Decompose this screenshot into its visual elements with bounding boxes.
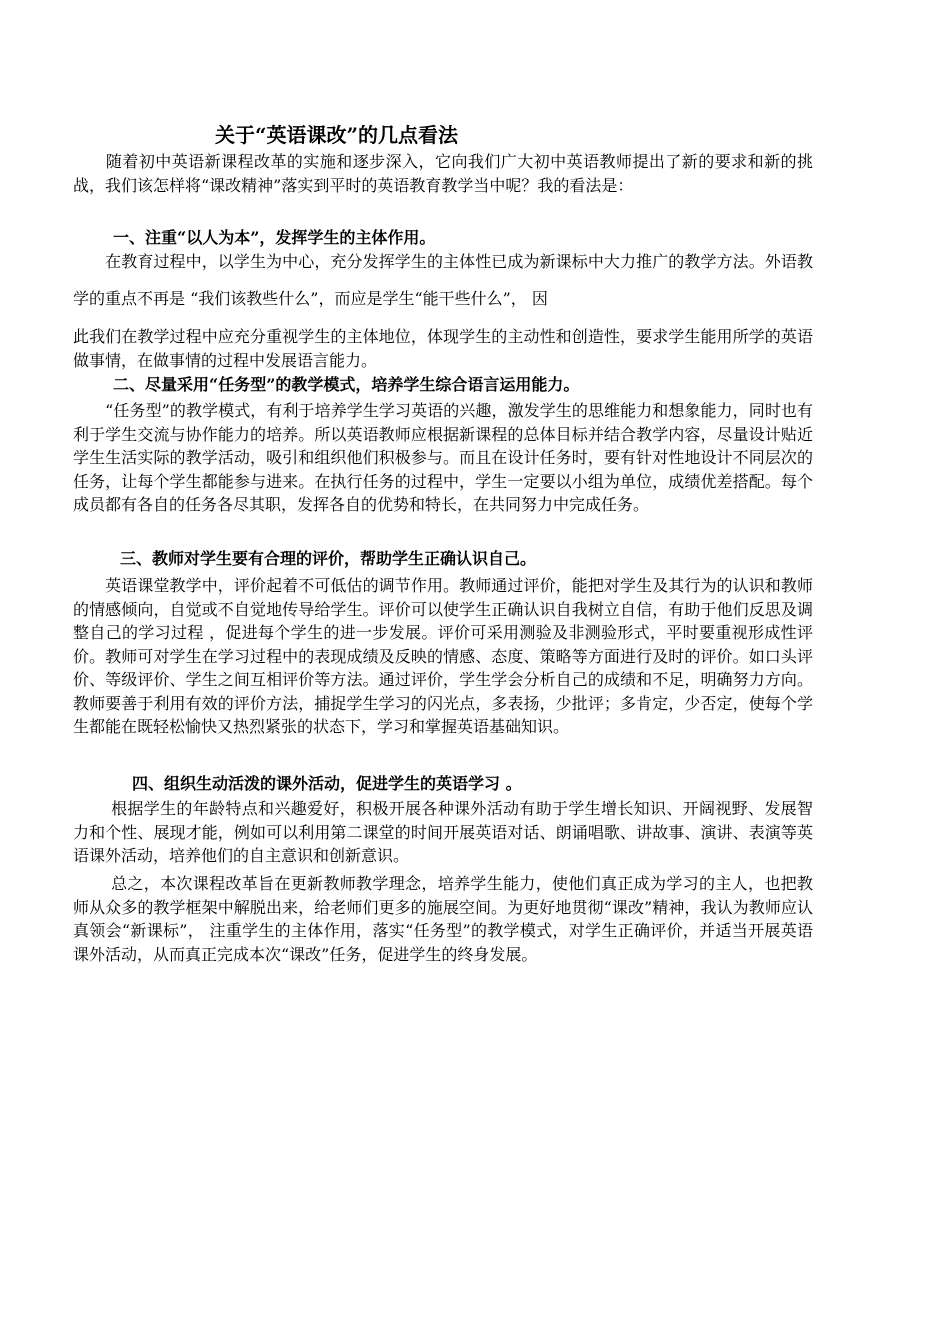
- section-4-body: 根据学生的年龄特点和兴趣爱好，积极开展各种课外活动有助于学生增长知识、开阔视野、发展智力和个性、展现才能，例如可以利用第二课堂的时间开展英语对话、朗诵唱歌、讲故事、演讲、表演等英语课外活动，培养他们的自主意识和创新意识。: [73, 799, 813, 865]
- section-4-heading: 四、组织生动活泼的课外活动，促进学生的英语学习 。: [132, 774, 522, 793]
- section-2-heading: 二、尽量采用“任务型”的教学模式，培养学生综合语言运用能力。: [113, 375, 580, 394]
- section-3-body: 英语课堂教学中，评价起着不可低估的调节作用。教师通过评价，能把对学生及其行为的认识和教师的情感倾向，自觉或不自觉地传导给学生。评价可以使学生正确认识自我树立自信，有助于他们反思及调整自己的学习过程 ，促进每个学生的进一步发展。评价可采用测验及非测验形式，平时要重视形成性评价。教师可对学生在学习过程中的表现成绩及反映的情感、态度、策略等方面进行及时的评价。如口头评价、等级评价、学生之间互相评价等方法。通过评价，学生学会分析自己的成绩和不足，明确努力方向。教师要善于利用有效的评价方法，捕捉学生学习的闪光点，多表扬，少批评；多肯定，少否定，使每个学生都能在既轻松愉快又热烈紧张的状态下，学习和掌握英语基础知识。: [73, 576, 813, 736]
- section-1-heading: 一、注重“以人为本”，发挥学生的主体作用。: [113, 228, 436, 247]
- document-title: 关于“英语课改”的几点看法: [215, 123, 459, 147]
- section-1-body-part-2: 此我们在教学过程中应充分重视学生的主体地位，体现学生的主动性和创造性，要求学生能用所学的英语做事情，在做事情的过程中发展语言能力。: [73, 327, 813, 370]
- intro-paragraph: 随着初中英语新课程改革的实施和逐步深入，它向我们广大初中英语教师提出了新的要求和新的挑战，我们该怎样将“课改精神”落实到平时的英语教育教学当中呢？我的看法是：: [73, 152, 813, 195]
- conclusion-paragraph: 总之，本次课程改革旨在更新教师教学理念，培养学生能力，使他们真正成为学习的主人，也把教师从众多的教学框架中解脱出来，给老师们更多的施展空间。为更好地贯彻“课改”精神，我认为教师应认真领会“新课标”， 注重学生的主体作用，落实“任务型”的教学模式，对学生正确评价，并适当开展英语课外活动，从而真正完成本次“课改”任务，促进学生的终身发展。: [73, 874, 813, 964]
- section-3-heading: 三、教师对学生要有合理的评价，帮助学生正确认识自己。: [120, 549, 537, 568]
- section-1-body-part-1: 在教育过程中，以学生为中心，充分发挥学生的主体性已成为新课标中大力推广的教学方法。外语教学的重点不再是 “我们该教些什么”，而应是学生“能干些什么”， 因: [73, 252, 813, 308]
- section-2-body: “任务型”的教学模式，有利于培养学生学习英语的兴趣，激发学生的思维能力和想象能力，同时也有利于学生交流与协作能力的培养。所以英语教师应根据新课程的总体目标并结合教学内容，尽量设计贴近学生生活实际的教学活动，吸引和组织他们积极参与。而且在设计任务时，要有针对性地设计不同层次的任务，让每个学生都能参与进来。在执行任务的过程中，学生一定要以小组为单位，成绩优差搭配。每个成员都有各自的任务各尽其职，发挥各自的优势和特长，在共同努力中完成任务。: [73, 401, 813, 514]
